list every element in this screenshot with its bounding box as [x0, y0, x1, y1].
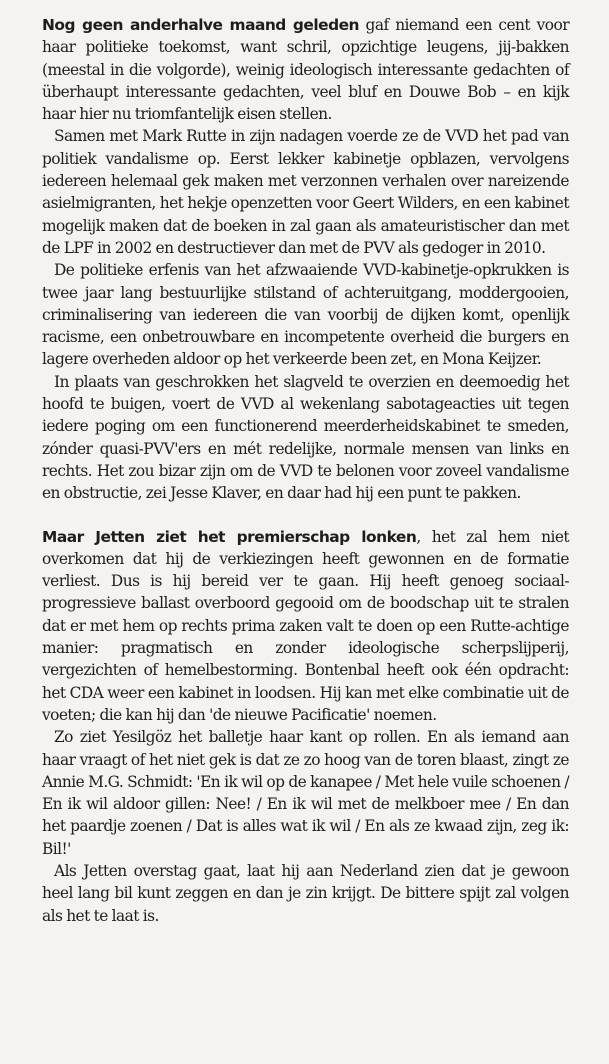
lead-in-text: Maar Jetten ziet het premierschap lonken	[42, 527, 417, 546]
paragraph	[42, 526, 569, 727]
paragraph-text: , het zal hem niet overkomen dat hij de verkiezingen heeft gewonnen en de formatie verliest. Dus is hij bereid ver te gaan. Hij heeft genoeg sociaal-progressieve ballast overboord gegooid om de boodschap uit te stralen dat er met hem op rechts prima zaken valt te doen op een Rutte-achtige manier: pragmatisch en zonder ideologische scherpslijperij, vergezichten of hemelbestorming. Bontenbal heeft ook één opdracht: het CDA weer een kabinet in loodsen. Hij kan met elke combinatie uit de voeten; die kan hij dan 'de nieuwe Pacificatie' noemen.	[42, 527, 570, 724]
paragraph: Zo ziet Yesilgöz het balletje haar kant op rollen. En als iemand aan haar vraagt of het niet gek is dat ze zo hoog van de toren blaast, zingt ze Annie M.G. Schmidt: 'En ik wil op de kanapee / Met hele vuile schoenen / En ik wil aldoor gillen: Nee! / En ik wil met de melkboer mee / En dan het paardje zoenen / Dat is alles wat ik wil / En als ze kwaad zijn, zeg ik: Bil!'	[42, 728, 569, 858]
paragraph: De politieke erfenis van het afzwaaiende VVD-kabinetje-opkrukken is twee jaar lang bestuurlijke stilstand of achteruitgang, moddergooien, criminalisering van iedereen die van voorbij de dijken komt, openlijk racisme, een onbetrouwbare en incompetente overheid die burgers en lagere overheden aldoor op het verkeerde been zet, en Mona Keijzer.	[42, 261, 569, 369]
article-section-2	[42, 526, 569, 927]
lead-in-text: Nog geen anderhalve maand geleden	[42, 16, 359, 34]
paragraph: In plaats van geschrokken het slagveld te overzien en deemoedig het hoofd te buigen, voert de VVD al wekenlang sabotageacties uit tegen iedere poging om een functionerend meerderheidskabinet te smeden, zónder quasi-PVV'ers en mét redelijke, normale mensen van links en rechts. Het zou bizar zijn om de VVD te belonen voor zoveel vandalisme en obstructie, zei Jesse Klaver, en daar had hij een punt te pakken.	[42, 372, 569, 503]
article-section-1	[42, 14, 569, 505]
paragraph	[42, 14, 569, 125]
paragraph-text: gaf niemand een cent voor haar politieke toekomst, want schril, opzichtige leugens, jij-bakken (meestal in die volgorde), weinig ideologisch interessante gedachten of überhaupt interessante gedachten, veel bluf en Douwe Bob – en kijk haar hier nu triomfantelijk eisen stellen.	[42, 16, 569, 124]
paragraph: Als Jetten overstag gaat, laat hij aan Nederland zien dat je gewoon heel lang bil kunt zeggen en dan je zin krijgt. De bittere spijt zal volgen als het te laat is.	[42, 861, 569, 925]
paragraph: Samen met Mark Rutte in zijn nadagen voerde ze de VVD het pad van politiek vandalisme op. Eerst lekker kabinetje opblazen, vervolgens iedereen helemaal gek maken met verzonnen verhalen over nareizende asielmigranten, het hekje openzetten voor Geert Wilders, en een kabinet mogelijk maken dat de boeken in zal gaan als amateuristischer dan met de LPF in 2002 en destructiever dan met de PVV als gedoger in 2010.	[42, 127, 569, 257]
